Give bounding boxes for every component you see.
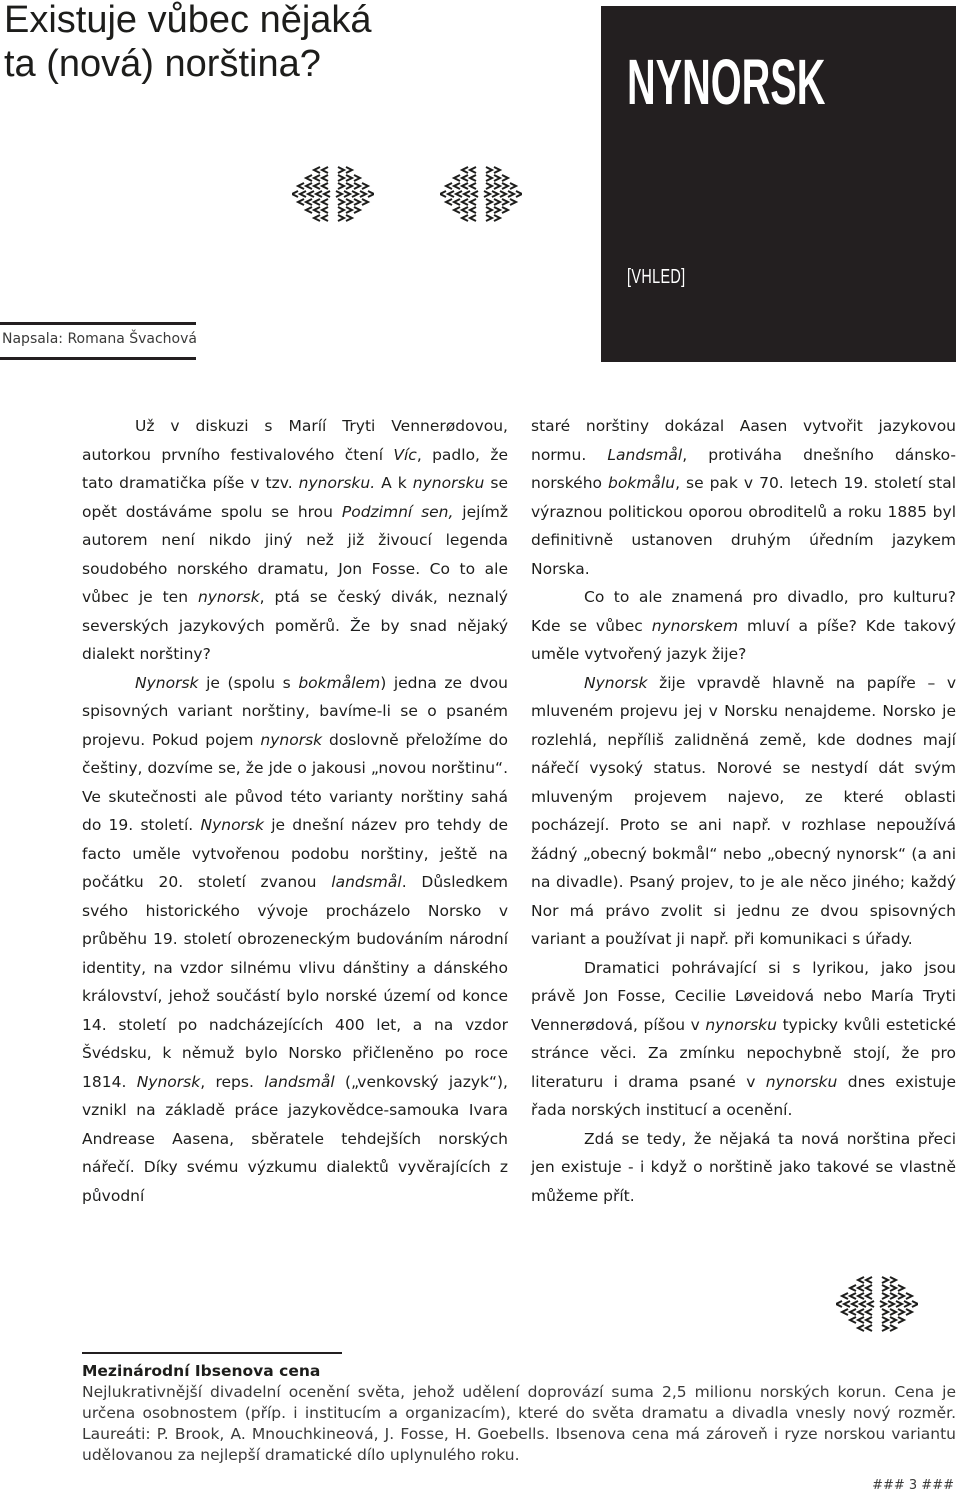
chevron-arrow-icon <box>836 1276 918 1336</box>
italic-term: nynorsk <box>197 588 260 606</box>
italic-term: Nynorsk <box>136 1072 201 1091</box>
italic-term: nynorsku <box>765 1072 838 1091</box>
italic-term: bokmålem <box>298 673 381 692</box>
paragraph: Nynorsk je (spolu s bokmålem) jedna ze dvou spisovných variant norštiny, bavíme-li se o psaném projevu. Pokud pojem nynorsk doslovně přeložíme do češtiny, dozvíme se, že jde o jakousi „novou norštinu“. Ve skutečnosti ale původ této varianty norštiny sahá do 19. století. Nynorsk je dnešní název pro tehdy de facto uměle vytvořenou podobu norštiny, ještě na počátku 20. století zvanou landsmål. Důsledkem svého historického vývoje procházelo Norsko v průběhu 19. století obrozeneckým budováním národní identity, na vzdor silnému vlivu dánštiny a dánského království, jehož součástí bylo norské území od konce 14. století po nadcházejících 400 let, a na vzdor Švédsku, k němuž bylo Norsko přičleněno po roce 1814. Nynorsk, reps. landsmål („venkovský jazyk“), vznikl na základě práce jazykovědce-samouka Ivara Andrease Aasena, sběratele tehdejších norských nářečí. Díky svému výzkumu dialektů vyvěrajících z původní <box>82 673 509 1205</box>
article-title-line-1: Existuje vůbec nějaká <box>4 0 372 41</box>
chevron-arrow-ornament-1 <box>292 166 374 226</box>
italic-term: nynorsku <box>705 1015 777 1034</box>
paragraph: staré norštiny dokázal Aasen vytvořit jazykovou normu. Landsmål, protiváha dnešního dánsko-norského bokmålu, se pak v 70. letech 19. století stal výraznou politickou oporou obroditelů a roku 1885 byl definitivně ustanoven druhým úředním jazykem Norska. <box>531 417 956 578</box>
article-column-left <box>82 412 508 1210</box>
paragraph: Dramatici pohrávající si s lyrikou, jako jsou právě Jon Fosse, Cecilie Løveidová nebo María Tryti Vennerødová, píšou v nynorsku typicky kvůli estetické stránce věci. Za zmínku nepochybně stojí, že pro literaturu i drama psané v nynorsku dnes existuje řada norských institucí a ocenění. <box>531 958 956 1119</box>
italic-term: Nynorsk <box>135 673 199 692</box>
sidebar-title: Mezinárodní Ibsenova cena <box>82 1362 321 1380</box>
italic-term: Nynorsk <box>200 816 264 834</box>
italic-term: landsmål <box>264 1072 335 1091</box>
article-title-line-2: ta (nová) norština? <box>4 43 321 85</box>
sidebar-rule <box>82 1352 342 1354</box>
italic-term: nynorskem <box>651 616 739 635</box>
article-title <box>4 0 474 86</box>
chevron-arrow-ornament-2 <box>440 166 522 226</box>
paragraph: Zdá se tedy, že nějaká ta nová norština přeci jen existuje - i když o norštině jako takové se vlastně můžeme přít. <box>531 1129 956 1205</box>
italic-term: landsmål <box>331 873 402 891</box>
italic-term: Landsmål <box>607 445 683 464</box>
article-column-right <box>531 412 956 1210</box>
author-byline: Napsala: Romana Švachová <box>2 331 197 347</box>
header-black-box <box>601 6 956 362</box>
italic-term: nynorsku <box>412 474 485 492</box>
chevron-arrow-icon <box>440 166 522 226</box>
nynorsk-heading: NYNORSK <box>627 46 826 118</box>
sidebar-text: Nejlukrativnější divadelní ocenění světa, jehož udělení doprovází suma 2,5 milionu norských korun. Cena je určena osobnostem (příp. i institucím a organizacím), které do světa dramatu a divadla vnesly nový rozměr. Laureáti: P. Brook, A. Mnouchkineová, J. Fosse, H. Goebells. Ibsenova cena má zároveň i ryze norskou variantu udělovanou za nejlepší dramatické dílo uplynulého roku. <box>82 1383 956 1464</box>
italic-term: Nynorsk <box>584 673 648 692</box>
chevron-arrow-icon <box>292 166 374 226</box>
byline-rule-bottom <box>0 357 196 360</box>
chevron-arrow-ornament-3 <box>836 1276 918 1336</box>
byline-rule-top <box>0 322 196 325</box>
italic-term: nynorsk <box>260 730 323 749</box>
italic-term: Podzimní sen, <box>341 502 454 521</box>
paragraph: Nynorsk žije vpravdě hlavně na papíře – v mluveném projevu jej v Norsku nenajdeme. Norsko je rozlehlá, nepříliš zalidněná země, kde dodnes mají nářečí vysoký status. Norové se nestydí dát svým mluveným projevem najevo, ze které oblasti pocházejí. Proto se ani např. v rozhlase nepoužívá žádný „obecný bokmål“ nebo „obecný nynorsk“ (a ani na divadle). Psaný projev, to je ale něco jiného; každý Nor má právo zvolit si jednu ze dvou spisovných variant a používat ji např. při komunikaci s úřady. <box>531 673 956 948</box>
section-tag: [VHLED] <box>627 266 686 288</box>
paragraph: Už v diskuzi s Maríí Tryti Vennerødovou, autorkou prvního festivalového čtení Víc, padlo, že tato dramatička píše v tzv. nynorsku. A k nynorsku se opět dostáváme spolu se hrou Podzimní sen, jejímž autorem není nikdo jiný než již živoucí legenda soudobého norského dramatu, Jon Fosse. Co to ale vůbec je ten nynorsk, ptá se český divák, neznalý severských jazykových poměrů. Že by snad nějaký dialekt norštiny? <box>82 417 508 663</box>
paragraph: Co to ale znamená pro divadlo, pro kulturu? Kde se vůbec nynorskem mluví a píše? Kde takový uměle vytvořený jazyk žije? <box>531 588 957 663</box>
italic-term: Víc <box>393 445 417 464</box>
italic-term: nynorsku. <box>298 474 376 492</box>
page-number: ### 3 ### <box>872 1478 954 1493</box>
italic-term: bokmålu <box>608 474 676 492</box>
ibsen-prize-sidebar <box>82 1352 956 1466</box>
